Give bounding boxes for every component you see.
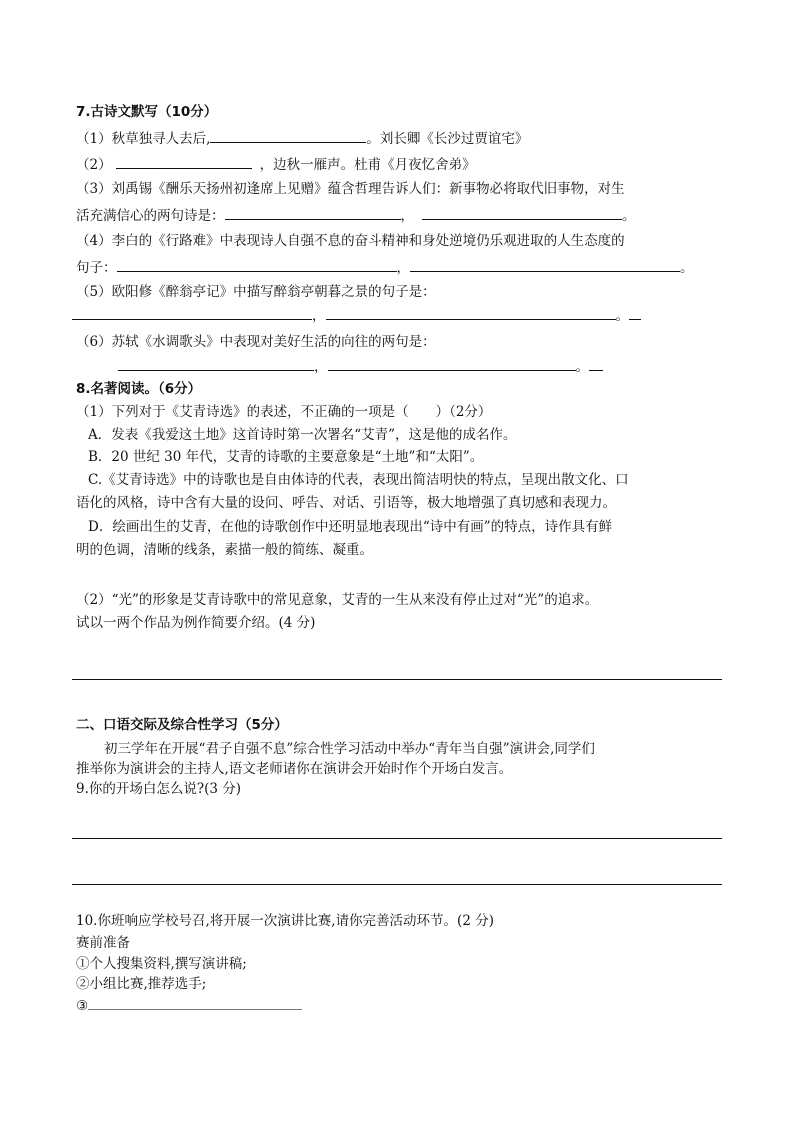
question-8-1: （1）下列对于《艾青诗选》的表述，不正确的一项是（ ）（2分） [76,404,492,420]
question-7-3-line1: （3）刘禹锡《酬乐天扬州初逢席上见赠》蕴含哲理告诉人们：新事物必将取代旧事物，对生 [76,181,625,197]
prep-item-2: ②小组比赛,推荐选手; [76,976,207,992]
option-c-line2: 语化的风格，诗中含有大量的设问、呼告、对话、引语等，极大地增强了真切感和表现力。 [76,495,616,511]
answer-blank[interactable] [422,205,622,220]
period: 。 [680,260,694,276]
answer-blank[interactable] [210,128,366,143]
question-8-2-line1: （2）“光”的形象是艾青诗歌中的常见意象，艾青的一生从来没有停止过对“光”的追求。 [76,592,599,608]
comma: ， [314,359,328,375]
comma: ， [396,260,410,276]
question-7-5-line1: （5）欧阳修《醉翁亭记》中描写醉翁亭朝暮之景的句子是： [76,284,436,300]
answer-blank[interactable] [88,996,302,1010]
period: 。 [615,308,629,324]
comma: ， [312,308,326,324]
period: 。 [622,208,636,224]
q7-2-num: （2） [76,157,112,173]
question-7-6-line2 [118,356,603,376]
answer-blank[interactable] [225,205,401,220]
prep-item-3-marker: ③ [76,998,89,1014]
question-9: 9.你的开场白怎么说?(3 分) [76,781,242,797]
prep-item-1: ①个人搜集资料,撰写演讲稿; [76,956,247,972]
answer-line[interactable] [72,679,722,680]
q7-4-text: 句子： [76,260,117,276]
question-7-4-line2 [76,257,694,277]
section-2-title: 二、口语交际及综合性学习（5分） [76,717,288,733]
comma: ， [400,208,414,224]
section-2-intro-line2: 推举你为演讲会的主持人,语文老师诸你在演讲会开始时作个开场白发言。 [76,761,513,777]
option-d-line1: D．绘画出生的艾青，在他的诗歌创作中还明显地表现出“诗中有画”的特点，诗作具有鲜 [88,519,613,535]
answer-blank[interactable] [410,257,680,272]
option-a: A．发表《我爱这土地》这首诗时第一次署名“艾青”，这是他的成名作。 [88,427,517,443]
question-7-1 [76,128,528,148]
answer-blank[interactable] [72,305,312,320]
answer-blank[interactable] [117,257,397,272]
question-8-2-line2: 试以一两个作品为例作简要介绍。(4 分) [76,615,316,631]
q7-1-text: （1）秋草独寻人去后, [76,131,211,147]
question-7-2 [76,154,476,174]
answer-blank[interactable] [118,356,314,371]
answer-blank[interactable] [116,154,252,169]
prep-heading: 赛前准备 [76,935,130,951]
section-8-title: 8.名著阅读。（6分） [76,381,202,397]
option-b: B．20 世纪 30 年代，艾青的诗歌的主要意象是“土地”和“太阳”。 [88,449,484,465]
prep-item-3 [76,996,302,1015]
answer-line[interactable] [72,838,722,839]
question-7-4-line1: （4）李白的《行路难》中表现诗人自强不息的奋斗精神和身处逆境仍乐观进取的人生态度的 [76,233,625,249]
answer-blank[interactable] [326,305,616,320]
question-10: 10.你班响应学校号召,将开展一次演讲比赛,请你完善活动环节。(2 分) [76,913,494,929]
option-c-line1: C.《艾青诗选》中的诗歌也是自由体诗的代表，表现出简洁明快的特点，呈现出散文化、口 [88,472,629,488]
question-7-5-line2 [72,305,641,325]
q7-1-source: 。刘长卿《长沙过贾谊宅》 [366,131,529,147]
period: 。 [575,359,589,375]
answer-line[interactable] [72,884,722,885]
section-7-title: 7.古诗文默写（10分） [76,104,218,120]
question-7-3-line2 [76,205,636,225]
question-7-6-line1: （6）苏轼《水调歌头》中表现对美好生活的向往的两句是： [76,334,436,350]
q7-3-text: 活充满信心的两句诗是： [76,208,225,224]
answer-blank-end [629,305,641,320]
section-2-intro-line1: 初三学年在开展“君子自强不息”综合性学习活动中举办“青年当自强”演讲会,同学们 [104,741,595,757]
answer-blank[interactable] [328,356,576,371]
option-d-line2: 明的色调，清晰的线条，素描一般的简练、凝重。 [76,542,373,558]
q7-2-text: ，边秋一雁声。杜甫《月夜忆舍弟》 [259,157,476,173]
answer-blank-end [589,356,603,371]
